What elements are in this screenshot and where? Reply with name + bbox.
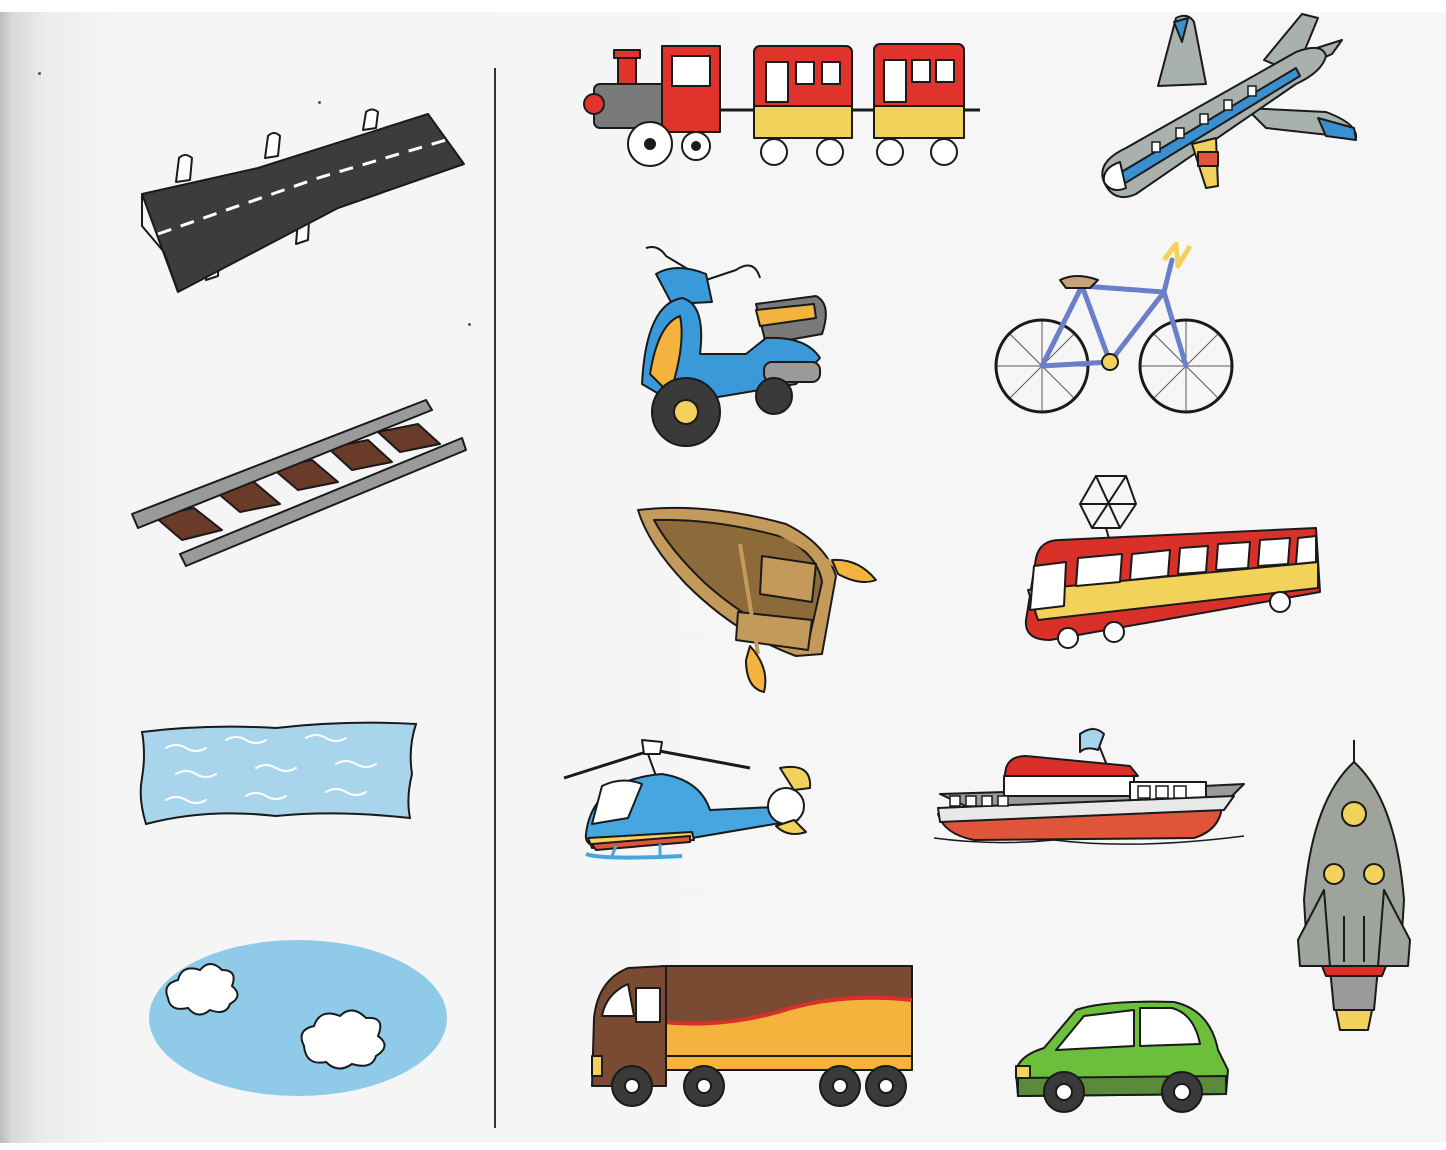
rocket-tile[interactable]: [1296, 740, 1412, 1030]
airplane-tile[interactable]: [1096, 12, 1362, 208]
airplane-icon: [1096, 12, 1362, 208]
tram-icon: [1020, 470, 1322, 656]
paper-speck: [318, 101, 321, 104]
bicycle-tile[interactable]: [994, 236, 1236, 420]
car-tile[interactable]: [1014, 1000, 1230, 1116]
sky-tile[interactable]: [148, 938, 450, 1098]
tram-tile[interactable]: [1020, 470, 1322, 656]
bicycle-icon: [994, 236, 1236, 420]
column-divider: [494, 68, 496, 1128]
rail-track-tile[interactable]: [130, 398, 466, 568]
ferry-boat-tile[interactable]: [934, 726, 1248, 852]
page-top-margin: [0, 0, 1446, 12]
page-bottom-margin: [0, 1143, 1446, 1150]
water-icon: [136, 718, 418, 828]
steam-train-icon: [582, 40, 982, 170]
scooter-icon: [636, 244, 832, 452]
truck-icon: [588, 962, 914, 1112]
steam-train-tile[interactable]: [582, 40, 982, 170]
road-icon: [138, 108, 464, 294]
road-tile[interactable]: [138, 108, 464, 294]
sky-icon: [148, 938, 450, 1098]
ferry-boat-icon: [934, 726, 1248, 852]
paper-speck: [38, 72, 41, 75]
car-icon: [1014, 1000, 1230, 1116]
paper-speck: [468, 323, 471, 326]
rail-track-icon: [130, 398, 466, 568]
water-tile[interactable]: [136, 718, 418, 828]
rowing-boat-tile[interactable]: [636, 504, 880, 696]
helicopter-icon: [562, 728, 816, 870]
rocket-icon: [1296, 740, 1412, 1030]
scooter-tile[interactable]: [636, 244, 832, 452]
rowing-boat-icon: [636, 504, 880, 696]
truck-tile[interactable]: [588, 962, 914, 1112]
helicopter-tile[interactable]: [562, 728, 816, 870]
